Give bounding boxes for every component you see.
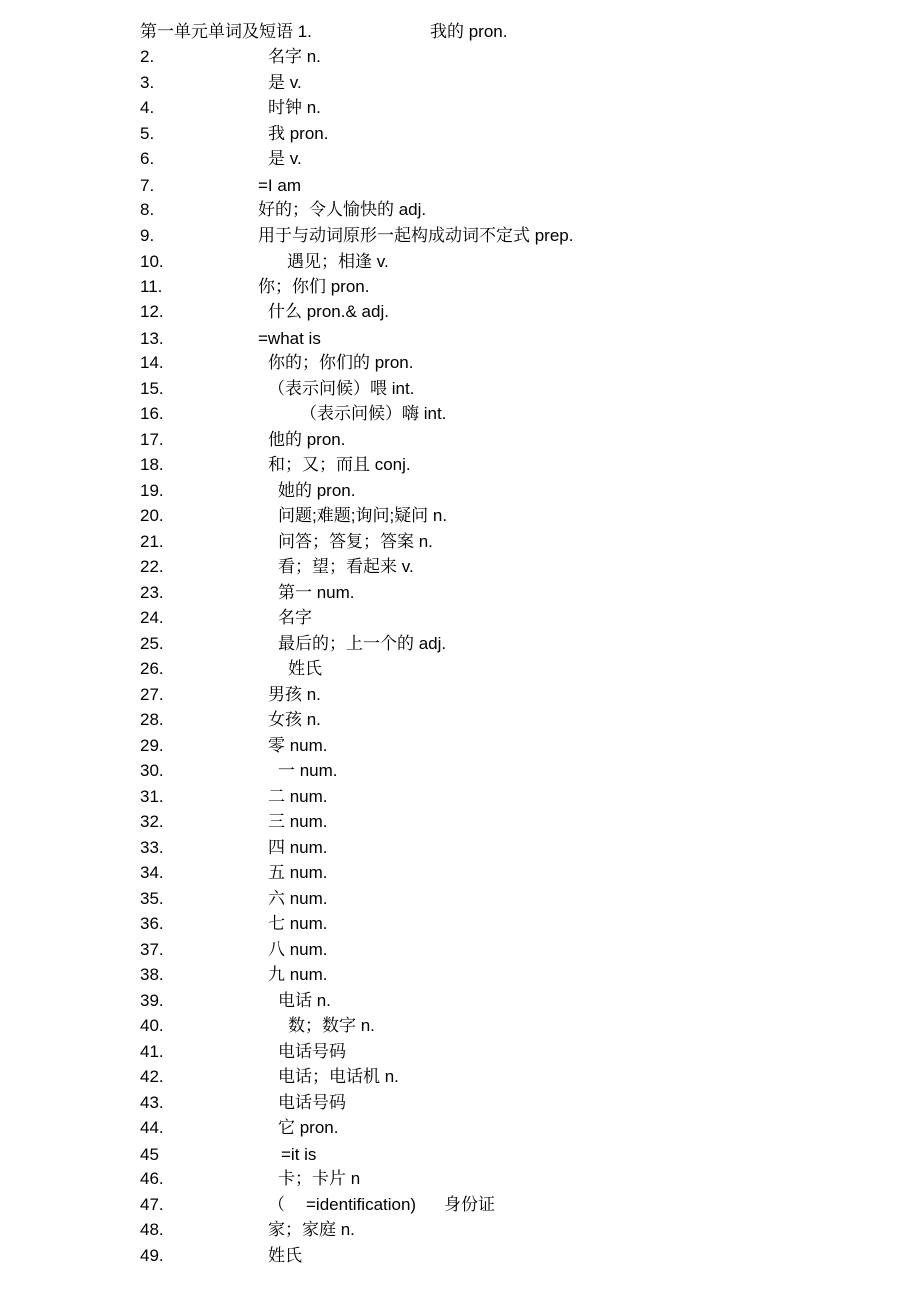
entry-text: 你的；你们的 pron. (268, 353, 414, 372)
entry-text: 数；数字 n. (288, 1016, 375, 1035)
entry-text: 六 num. (268, 889, 328, 908)
entry-number: 40. (140, 1016, 164, 1035)
entry-number: 30. (140, 761, 164, 780)
entry-number: 38. (140, 965, 164, 984)
entry-text: 用于与动词原形一起构成动词不定式 prep. (258, 226, 574, 245)
entry-number: 47. (140, 1195, 164, 1214)
entry-text: 什么 pron.& adj. (268, 302, 389, 321)
entry-open-paren: （ (268, 1195, 285, 1214)
entry-text: 名字 n. (268, 47, 321, 66)
entry-number: 24. (140, 608, 164, 627)
entry-text: 时钟 n. (268, 98, 321, 117)
entry-text: 卡；卡片 n (278, 1169, 361, 1188)
entry-number: 20. (140, 506, 164, 525)
entry-number: 25. (140, 634, 164, 653)
entry-number: 27. (140, 685, 164, 704)
entry-text: 看；望；看起来 v. (278, 557, 414, 576)
entry-text: 女孩 n. (268, 710, 321, 729)
entry-text: 遇见；相逢 v. (287, 252, 389, 271)
entry-number: 26. (140, 659, 164, 678)
entry-text: 四 num. (268, 838, 328, 857)
entry-number: 43. (140, 1093, 164, 1112)
entry-number: 44. (140, 1118, 164, 1137)
entry-number: 3. (140, 73, 155, 92)
entry-text: 一 num. (278, 761, 338, 780)
entry-text: 五 num. (268, 863, 328, 882)
entry-text: 他的 pron. (268, 430, 346, 449)
entry-text: 二 num. (268, 787, 328, 806)
entry-number: 5. (140, 124, 155, 143)
entry-number: 21. (140, 532, 164, 551)
entry-text: 和；又；而且 conj. (268, 455, 411, 474)
entry-number: 19. (140, 481, 164, 500)
entry-number: 2. (140, 47, 155, 66)
first-entry: 我的 pron. (430, 22, 508, 41)
entry-number: 4. (140, 98, 155, 117)
entry-number: 42. (140, 1067, 164, 1086)
entry-number: 34. (140, 863, 164, 882)
entry-text: 八 num. (268, 940, 328, 959)
entry-abbreviation: =identification) (306, 1195, 417, 1214)
entry-text: 九 num. (268, 965, 328, 984)
entry-text: 是 v. (268, 149, 302, 168)
entry-text: （表示问候）喂 int. (268, 379, 415, 398)
entry-number: 39. (140, 991, 164, 1010)
entry-text: 男孩 n. (268, 685, 321, 704)
entry-number: 32. (140, 812, 164, 831)
entry-number: 14. (140, 353, 164, 372)
entry-text: 七 num. (268, 914, 328, 933)
entry-number: 7. (140, 176, 155, 195)
entry-text: 电话；电话机 n. (278, 1067, 399, 1086)
entry-text: 问题;难题;询问;疑问 n. (278, 506, 448, 525)
entry-number: 31. (140, 787, 164, 806)
entry-text: 电话号码 (278, 1042, 346, 1061)
entry-number: 9. (140, 226, 155, 245)
entry-number: 45 (140, 1145, 159, 1164)
document-title: 第一单元单词及短语 1. (140, 22, 312, 41)
entry-text: 是 v. (268, 73, 302, 92)
entry-text: 姓氏 (288, 659, 322, 678)
entry-text: （表示问候）嗨 int. (300, 404, 447, 423)
entry-number: 11. (140, 277, 163, 296)
entry-text: 它 pron. (278, 1118, 339, 1137)
entry-text: 问答；答复；答案 n. (278, 532, 433, 551)
entry-number: 22. (140, 557, 164, 576)
entry-number: 46. (140, 1169, 164, 1188)
entry-number: 16. (140, 404, 164, 423)
entry-text: 零 num. (268, 736, 328, 755)
entry-number: 18. (140, 455, 164, 474)
entry-text: 三 num. (268, 812, 328, 831)
entry-number: 49. (140, 1246, 164, 1265)
entry-text: 好的；令人愉快的 adj. (258, 200, 427, 219)
entry-number: 29. (140, 736, 164, 755)
entry-number: 15. (140, 379, 164, 398)
entry-number: 41. (140, 1042, 164, 1061)
entry-meaning: 身份证 (444, 1195, 495, 1214)
entry-number: 10. (140, 252, 164, 271)
entry-text: =it is (281, 1145, 317, 1164)
entry-text: 最后的；上一个的 adj. (278, 634, 447, 653)
entry-number: 6. (140, 149, 155, 168)
entry-text: 姓氏 (268, 1246, 302, 1265)
entry-text: 你；你们 pron. (258, 277, 370, 296)
entry-text: 第一 num. (278, 583, 355, 602)
entry-number: 12. (140, 302, 164, 321)
entry-number: 48. (140, 1220, 164, 1239)
entry-text: 电话号码 (278, 1093, 346, 1112)
entry-text: 她的 pron. (278, 481, 356, 500)
entry-text: 名字 (278, 608, 312, 627)
entry-text: 我 pron. (268, 124, 329, 143)
entry-text: =I am (258, 176, 301, 195)
entry-number: 17. (140, 430, 164, 449)
entry-number: 28. (140, 710, 164, 729)
entry-number: 23. (140, 583, 164, 602)
entry-text: 家；家庭 n. (268, 1220, 355, 1239)
entry-number: 36. (140, 914, 164, 933)
entry-number: 37. (140, 940, 164, 959)
entry-text: =what is (258, 329, 321, 348)
entry-number: 13. (140, 329, 164, 348)
entry-number: 8. (140, 200, 155, 219)
entry-text: 电话 n. (278, 991, 331, 1010)
entry-number: 35. (140, 889, 164, 908)
entry-number: 33. (140, 838, 164, 857)
